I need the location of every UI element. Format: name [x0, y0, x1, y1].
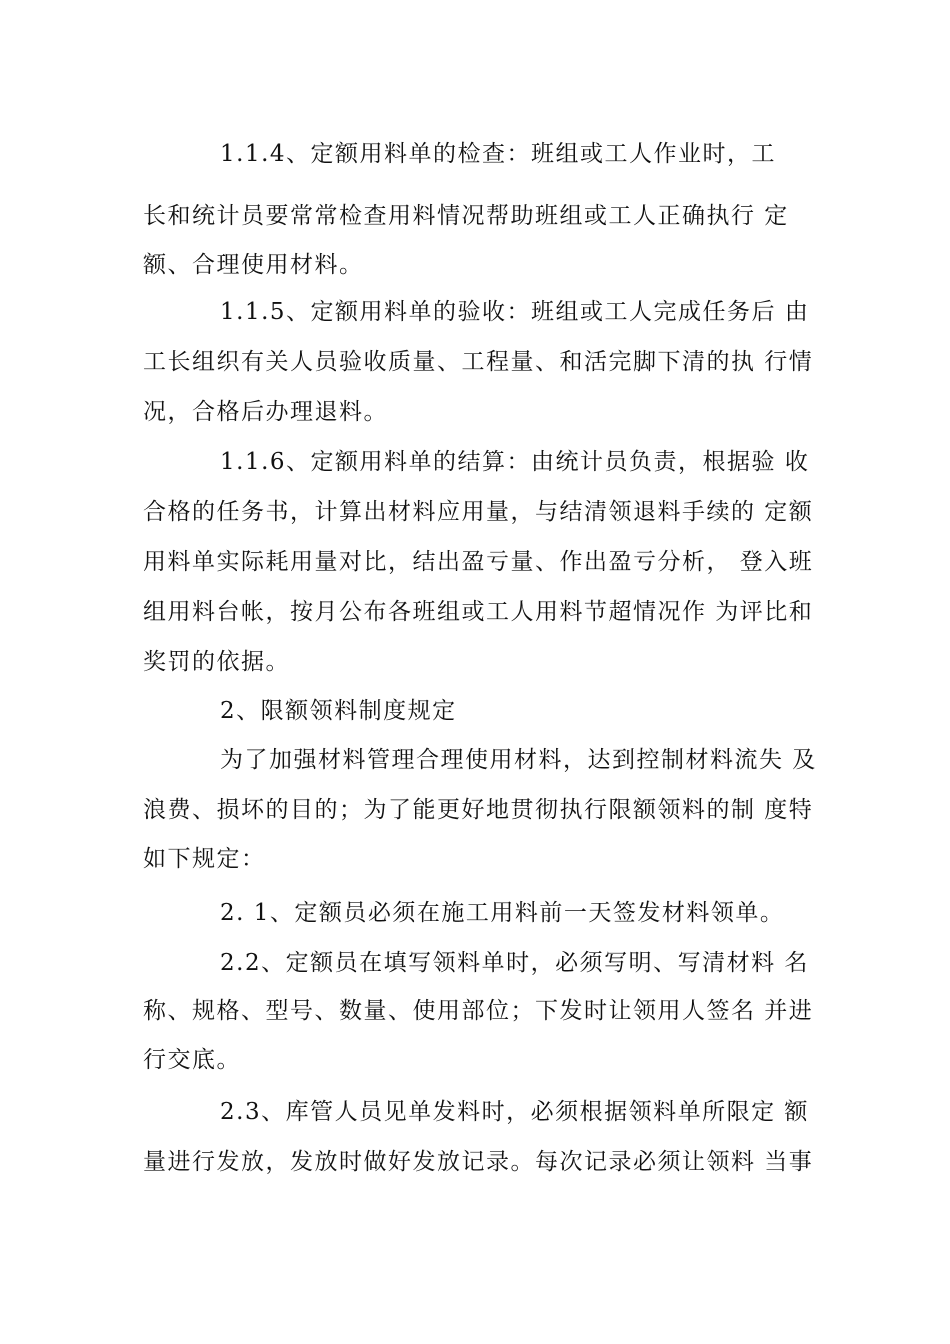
text-line-13: 为了加强材料管理合理使用材料，达到控制材料流失 及 [220, 747, 817, 773]
text-line-20: 2.3、库管人员见单发料时，必须根据领料单所限定 额 [220, 1099, 809, 1125]
text-line-4: 1.1.5、定额用料单的验收：班组或工人完成任务后 由 [220, 299, 810, 325]
text-line-8: 合格的任务书，计算出材料应用量，与结清领退料手续的 定额 [143, 499, 814, 525]
text-line-6: 况，合格后办理退料。 [143, 399, 388, 425]
text-line-21: 量进行发放，发放时做好发放记录。每次记录必须让领料 当事 [143, 1149, 814, 1175]
section-heading: 2、限额领料制度规定 [220, 698, 457, 724]
text-line-7: 1.1.6、定额用料单的结算：由统计员负责，根据验 收 [220, 449, 810, 475]
text-line-10: 组用料台帐，按月公布各班组或工人用料节超情况作 为评比和 [143, 599, 814, 625]
text-line-5: 工长组织有关人员验收质量、工程量、和活完脚下清的执 行情 [143, 349, 814, 375]
text-line-18: 称、规格、型号、数量、使用部位；下发时让领用人签名 并进 [143, 998, 814, 1024]
text-line-9: 用料单实际耗用量对比，结出盈亏量、作出盈亏分析， 登入班 [143, 549, 814, 575]
text-line-1: 1.1.4、定额用料单的检查：班组或工人作业时，工 [220, 141, 777, 167]
text-line-16: 2. 1、定额员必须在施工用料前一天签发材料领单。 [220, 900, 785, 926]
text-line-17: 2.2、定额员在填写领料单时，必须写明、写清材料 名 [220, 950, 809, 976]
text-line-15: 如下规定： [143, 846, 266, 872]
text-line-11: 奖罚的依据。 [143, 649, 290, 675]
text-line-14: 浪费、损坏的目的；为了能更好地贯彻执行限额领料的制 度特 [143, 797, 814, 823]
text-line-2: 长和统计员要常常检查用料情况帮助班组或工人正确执行 定 [143, 203, 789, 229]
text-line-3: 额、合理使用材料。 [143, 252, 364, 278]
text-line-19: 行交底。 [143, 1047, 241, 1073]
